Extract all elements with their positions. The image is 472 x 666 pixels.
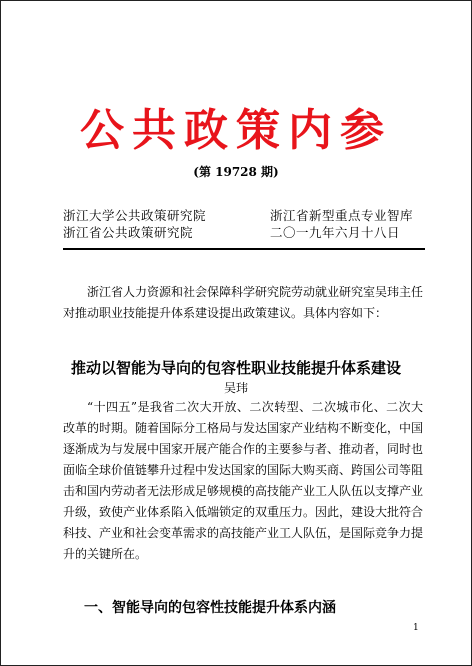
- masthead-title: 公共政策内参: [80, 105, 392, 156]
- intro-paragraph: 浙江省人力资源和社会保障科学研究院劳动就业研究室吴玮主任对推动职业技能提升体系建设提出政策建议。具体内容如下：: [63, 285, 424, 320]
- article-title: 推动以智能为导向的包容性职业技能提升体系建设: [70, 359, 401, 377]
- publisher-name: 浙江大学公共政策研究院: [63, 208, 207, 223]
- header-divider: [63, 248, 425, 250]
- institute-name: 浙江省公共政策研究院: [63, 225, 194, 240]
- page-number: 1: [413, 623, 419, 633]
- think-tank-label: 浙江省新型重点专业智库: [270, 208, 414, 223]
- body-paragraph: “十四五”是我省二次大开放、二次转型、二次城市化、二次大改革的时期。随着国际分工格局与发达国家产业结构不断变化，中国逐渐成为与发展中国家开展产能合作的主要参与者、推动者，同时也面临全球价值链攀升过程中发达国家的国际大购买商、跨国公司等阻击和国内劳动者无法形成足够规模的高技能产业工人队伍以支撑产业升级，致使产业体系陷入低端锁定的双重压力。因此，建设大批符合科技、产业和社会变革需求的高技能产业工人队伍，是国际竞争力提升的关键所在。: [63, 400, 424, 561]
- publish-date: 二〇一九年六月十八日: [270, 225, 401, 240]
- section-heading: 一、智能导向的包容性技能提升体系内涵: [84, 600, 336, 616]
- article-author: 吴玮: [223, 381, 248, 395]
- issue-number: (第 19728 期): [193, 165, 279, 179]
